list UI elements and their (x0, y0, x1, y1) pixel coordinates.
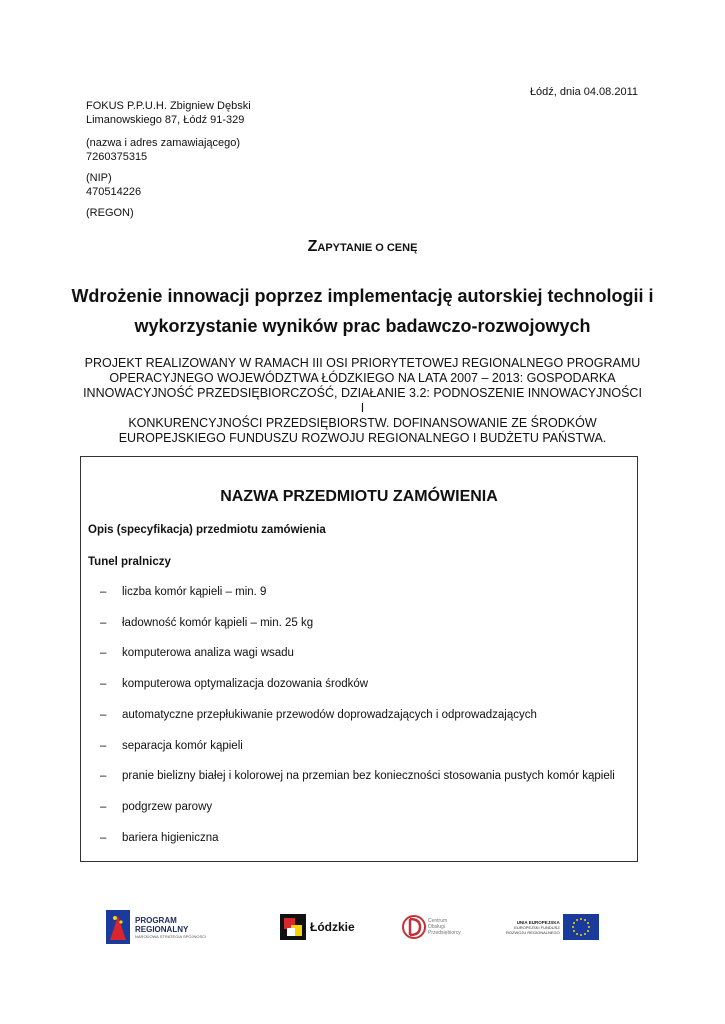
eu-logo (506, 905, 599, 949)
program-line2: REGIONALNY (135, 924, 189, 934)
spec-item (100, 832, 219, 844)
document-title (0, 238, 725, 256)
project-description-line5: EUROPEJSKIEGO FUNDUSZU ROZWOJU REGIONALNEGO I BUDŻETU PAŃSTWA. (118, 431, 607, 445)
nip-block (86, 171, 141, 199)
lodzkie-logo (280, 905, 355, 949)
dash-bullet: – (100, 709, 107, 721)
program-line1: PROGRAM (135, 915, 177, 925)
program-regionalny-emblem-icon (106, 910, 130, 944)
dash-bullet: – (100, 617, 107, 629)
spec-item-text: separacja komór kąpieli (122, 740, 243, 752)
spec-item (100, 770, 615, 782)
spec-item (100, 586, 266, 598)
dash-bullet: – (100, 832, 107, 844)
eu-line2: EUROPEJSKI FUNDUSZ (514, 924, 560, 930)
document-title-rest: APYTANIE O CENĘ (317, 242, 418, 254)
footer-logos (0, 905, 725, 955)
centrum-emblem-icon (402, 913, 426, 941)
spec-item (100, 740, 243, 752)
spec-item (100, 709, 537, 721)
spec-item-text: automatyczne przepłukiwanie przewodów doprowadzających i odprowadzających (122, 709, 537, 721)
project-title-line2: wykorzystanie wyników prac badawczo-rozwojowych (134, 316, 591, 336)
spec-item (100, 647, 294, 659)
centrum-line3: Przedsiębiorcy (428, 930, 461, 936)
dash-bullet: – (100, 801, 107, 813)
spec-item (100, 678, 368, 690)
spec-item-text: bariera higieniczna (122, 832, 219, 844)
spec-item (100, 801, 212, 813)
dash-bullet: – (100, 586, 107, 598)
company-name: FOKUS P.P.U.H. Zbigniew Dębski (86, 100, 251, 112)
program-regionalny-logo (106, 905, 206, 949)
spec-item (100, 617, 313, 629)
eu-line3: ROZWOJU REGIONALNEGO (506, 929, 560, 935)
lodzkie-emblem-icon (280, 914, 306, 940)
dash-bullet: – (100, 647, 107, 659)
dash-bullet: – (100, 678, 107, 690)
project-description-line3: INNOWACYJNOŚĆ PRZEDSIĘBIORCZOŚĆ, DZIAŁANIE 3.2: PODNOSZENIE INNOWACYJNOŚCI I (83, 386, 642, 415)
order-box (80, 456, 638, 862)
regon-value: 470514226 (86, 186, 142, 198)
project-description-line1: PROJEKT REALIZOWANY W RAMACH III OSI PRIORYTETOWEJ REGIONALNEGO PROGRAMU (84, 356, 641, 370)
centrum-line1: Centrum (428, 918, 448, 924)
program-line3: NARODOWA STRATEGIA SPÓJNOŚCI (135, 933, 207, 939)
company-address: Limanowskiego 87, Łódź 91-329 (86, 114, 245, 126)
spec-item-text: podgrzew parowy (122, 801, 213, 813)
spec-item-text: ładowność komór kąpieli – min. 25 kg (122, 617, 314, 629)
spec-item-text: liczba komór kąpieli – min. 9 (122, 586, 267, 598)
project-description-line4: KONKURENCYJNOŚCI PRZEDSIĘBIORSTW. DOFINANSOWANIE ZE ŚRODKÓW (128, 416, 597, 430)
spec-label: Opis (specyfikacja) przedmiotu zamówienia (88, 524, 326, 536)
name-caption: (nazwa i adres zamawiającego) (86, 137, 241, 149)
project-description-line2: OPERACYJNEGO WOJEWÓDZTWA ŁÓDZKIEGO NA LATA 2007 – 2013: GOSPODARKA (109, 371, 616, 385)
eu-line1: UNIA EUROPEJSKA (516, 919, 560, 925)
eu-flag-icon (563, 914, 599, 940)
document-title-initial: Z (307, 238, 318, 255)
item-name: Tunel pralniczy (88, 556, 171, 568)
company-block (86, 99, 251, 127)
dash-bullet: – (100, 770, 107, 782)
regon-block (86, 206, 134, 220)
regon-caption: (REGON) (86, 207, 134, 219)
centrum-line2: Obsługi (428, 924, 445, 930)
name-caption-block (86, 136, 240, 164)
nip-caption: (NIP) (86, 172, 112, 184)
lodzkie-text: Łódzkie (310, 920, 355, 934)
project-title (70, 281, 655, 341)
spec-item-text: pranie bielizny białej i kolorowej na przemian bez konieczności stosowania pustych komór kąpieli (122, 770, 615, 782)
order-title: NAZWA PRZEDMIOTU ZAMÓWIENIA (220, 488, 498, 505)
spec-item-text: komputerowa optymalizacja dozowania środków (122, 678, 369, 690)
place-date: Łódź, dnia 04.08.2011 (529, 86, 638, 98)
project-title-line1: Wdrożenie innowacji poprzez implementację autorskiej technologii i (71, 286, 654, 306)
spec-item-text: komputerowa analiza wagi wsadu (122, 647, 294, 659)
project-description (80, 356, 645, 446)
centrum-obslugi-logo (402, 905, 461, 949)
dash-bullet: – (100, 740, 107, 752)
nip-value: 7260375315 (86, 151, 148, 163)
